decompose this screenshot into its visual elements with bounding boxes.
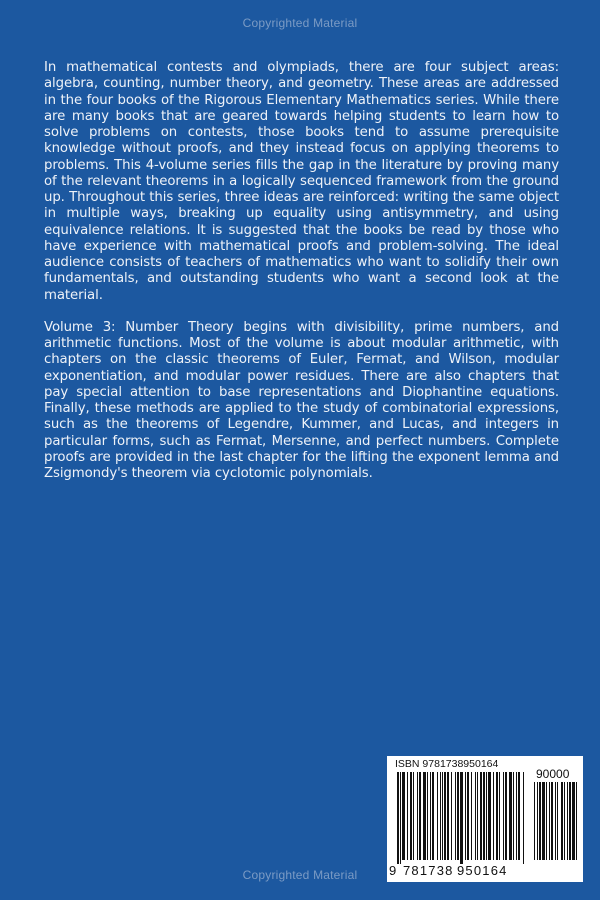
barcode-bar	[419, 772, 421, 860]
barcode-bar	[402, 772, 405, 860]
back-cover-blurb	[44, 60, 559, 498]
addon-bar	[537, 782, 538, 860]
barcode-bar	[423, 772, 426, 860]
barcode-bar	[516, 772, 517, 860]
barcode-bar	[471, 772, 472, 860]
addon-bar	[551, 782, 553, 860]
barcode-bar	[447, 772, 449, 860]
barcode-bar	[518, 772, 520, 860]
barcode-bar	[499, 772, 500, 860]
barcode-bar	[457, 772, 459, 860]
barcode-bar	[477, 772, 478, 860]
addon-bar	[561, 782, 563, 860]
barcode-bar	[440, 772, 441, 860]
addon-bar	[567, 782, 568, 860]
addon-bar	[534, 782, 535, 860]
barcode-bar	[444, 772, 446, 860]
barcode-bar	[400, 772, 401, 864]
barcode-bar	[427, 772, 428, 860]
copyright-watermark-top: Copyrighted Material	[242, 16, 358, 30]
addon-bar	[555, 782, 556, 860]
barcode-bar	[483, 772, 485, 860]
addon-bar	[549, 782, 550, 860]
barcode-bar	[496, 772, 498, 860]
barcode-bar	[397, 772, 399, 864]
addon-bar	[542, 782, 545, 860]
barcode-bar	[451, 772, 452, 860]
barcode-bar	[410, 772, 412, 860]
barcode-bar	[413, 772, 414, 860]
barcode-bar	[493, 772, 494, 860]
copyright-watermark-bottom: Copyrighted Material	[242, 868, 358, 882]
barcode-bar	[407, 772, 408, 860]
addon-bar	[546, 782, 547, 860]
barcode-bar	[513, 772, 514, 860]
barcode-bar	[460, 772, 463, 864]
addon-bar	[564, 782, 565, 860]
barcode-first-digit: 9	[389, 863, 398, 878]
barcode-bar	[480, 772, 482, 860]
barcode-bar	[503, 772, 504, 860]
barcode-bar	[486, 772, 487, 860]
barcode-bar	[442, 772, 443, 860]
barcode-right-digits: 950164	[457, 863, 508, 878]
blurb-paragraph-series: In mathematical contests and olympiads, there are four subject areas: algebra, counting, number theory, and geometry. These areas are addressed in the four books of the Rigorous Elementary Mathematics series. While there are many books that are geared towards helping students to learn how to solve problems on contests, those books tend to assume prerequisite knowledge without proofs, and they instead focus on applying theorems to problems. This 4-volume series fills the gap in the literature by proving many of the relevant theorems in a logically sequenced framework from the ground up. Throughout this series, three ideas are reinforced: writing the same object in multiple ways, breaking up equality using antisymmetry, and using equivalence relations. It is suggested that the books be read by those who have experience with mathematical proofs and problem-solving. The ideal audience consists of teachers of mathematics who want to solidify their own fundamentals, and outstanding students who want a second look at the material.	[44, 60, 559, 303]
barcode-bar	[465, 772, 466, 860]
barcode-bar	[505, 772, 507, 860]
addon-bar	[576, 782, 577, 860]
addon-bar	[557, 782, 558, 860]
barcode-bar	[430, 772, 431, 860]
blurb-paragraph-volume: Volume 3: Number Theory begins with divisibility, prime numbers, and arithmetic functions. Most of the volume is about modular arithmetic, with chapters on the classic theorems of Euler, Fermat, and Wilson, modular exponentiation, and modular power residues. There are also chapters that pay special attention to base representations and Diophantine equations. Finally, these methods are applied to the study of combinatorial expressions, such as the theorems of Legendre, Kummer, and Lucas, and integers in particular forms, such as Fermat, Mersenne, and perfect numbers. Complete proofs are provided in the last chapter for the lifting the exponent lemma and Zsigmondy's theorem via cyclotomic polynomials.	[44, 319, 559, 481]
addon-bar	[569, 782, 571, 860]
price-code: 90000	[536, 767, 570, 781]
barcode-bar	[417, 772, 418, 860]
barcode-bar	[432, 772, 434, 860]
barcode-bar	[455, 772, 456, 860]
barcode-bar	[488, 772, 491, 860]
barcode-left-digits: 781738	[403, 863, 454, 878]
isbn-barcode	[387, 756, 583, 882]
isbn-label: ISBN 9781738950164	[395, 758, 499, 770]
addon-bar	[572, 782, 575, 860]
barcode-bar	[475, 772, 476, 860]
barcode-bar	[467, 772, 469, 860]
barcode-bar	[437, 772, 438, 860]
barcode-bar	[509, 772, 512, 860]
barcode-bar	[523, 772, 524, 864]
addon-bar	[539, 782, 541, 860]
